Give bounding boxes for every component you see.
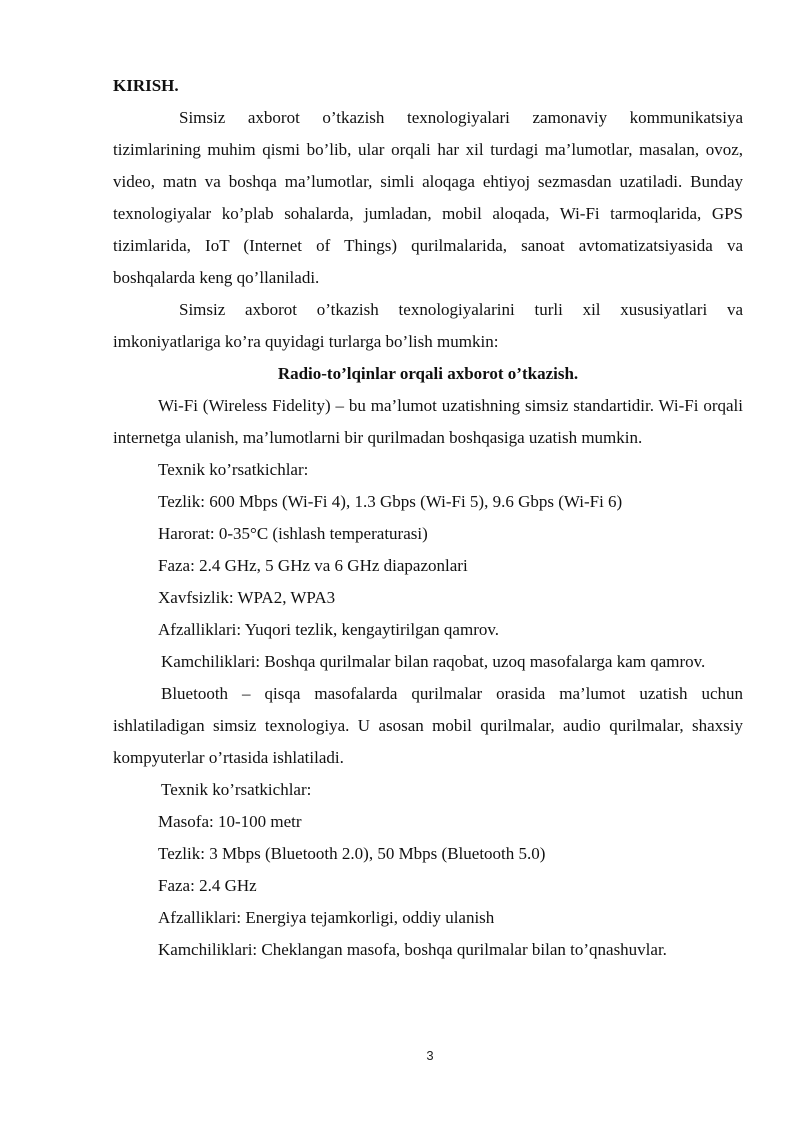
wifi-disadvantages: Kamchiliklari: Boshqa qurilmalar bilan raqobat, uzoq masofalarga kam qamrov.	[161, 652, 706, 671]
wifi-description: Wi-Fi (Wireless Fidelity) – bu ma’lumot uzatishning simsiz standartidir. Wi-Fi orqali internetga ulanish, ma’lumotlarni bir qurilmadan boshqasiga uzatish mumkin.	[113, 396, 743, 447]
bluetooth-description: Bluetooth – qisqa masofalarda qurilmalar orasida ma’lumot uzatish uchun ishlatiladigan simsiz texnologiya. U asosan mobil qurilmalar, audio qurilmalar, shaxsiy kompyuterlar o’rtasida ishlatiladi.	[113, 684, 743, 767]
document-heading: KIRISH.	[113, 76, 179, 95]
page-number: 3	[426, 1048, 434, 1063]
section-heading: Radio-to’lqinlar orqali axborot o’tkazish.	[277, 364, 579, 383]
wifi-temperature: Harorat: 0-35°C (ishlash temperaturasi)	[158, 524, 428, 543]
wifi-specs-title: Texnik ko’rsatkichlar:	[158, 460, 309, 479]
bluetooth-advantages: Afzalliklari: Energiya tejamkorligi, oddiy ulanish	[158, 908, 495, 927]
bluetooth-distance: Masofa: 10-100 metr	[158, 812, 302, 831]
wifi-speed: Tezlik: 600 Mbps (Wi-Fi 4), 1.3 Gbps (Wi-Fi 5), 9.6 Gbps (Wi-Fi 6)	[158, 492, 623, 511]
bluetooth-speed: Tezlik: 3 Mbps (Bluetooth 2.0), 50 Mbps (Bluetooth 5.0)	[158, 844, 546, 863]
bluetooth-specs-title: Texnik ko’rsatkichlar:	[161, 780, 312, 799]
intro-paragraph: Simsiz axborot o’tkazish texnologiyalari zamonaviy kommunikatsiya tizimlarining muhim qismi bo’lib, ular orqali har xil turdagi ma’lumotlar, masalan, ovoz, video, matn va boshqa ma’lumotlar, simli aloqaga ehtiyoj sezmasdan uzatiladi. Bunday texnologiyalar ko’plab sohalarda, jumladan, mobil aloqada, Wi-Fi tarmoqlarida, GPS tizimlarida, IoT (Internet of Things) qurilmalarida, sanoat avtomatizatsiyasida va boshqalarda keng qo’llaniladi.	[113, 108, 743, 287]
bluetooth-phase: Faza: 2.4 GHz	[158, 876, 257, 895]
document-page	[113, 70, 743, 966]
wifi-advantages: Afzalliklari: Yuqori tezlik, kengaytirilgan qamrov.	[158, 620, 499, 639]
bluetooth-disadvantages: Kamchiliklari: Cheklangan masofa, boshqa qurilmalar bilan to’qnashuvlar.	[158, 940, 667, 959]
wifi-security: Xavfsizlik: WPA2, WPA3	[158, 588, 336, 607]
classification-paragraph: Simsiz axborot o’tkazish texnologiyalarini turli xil xususiyatlari va imkoniyatlariga ko’ra quyidagi turlarga bo’lish mumkin:	[113, 300, 743, 351]
wifi-phase: Faza: 2.4 GHz, 5 GHz va 6 GHz diapazonlari	[158, 556, 468, 575]
